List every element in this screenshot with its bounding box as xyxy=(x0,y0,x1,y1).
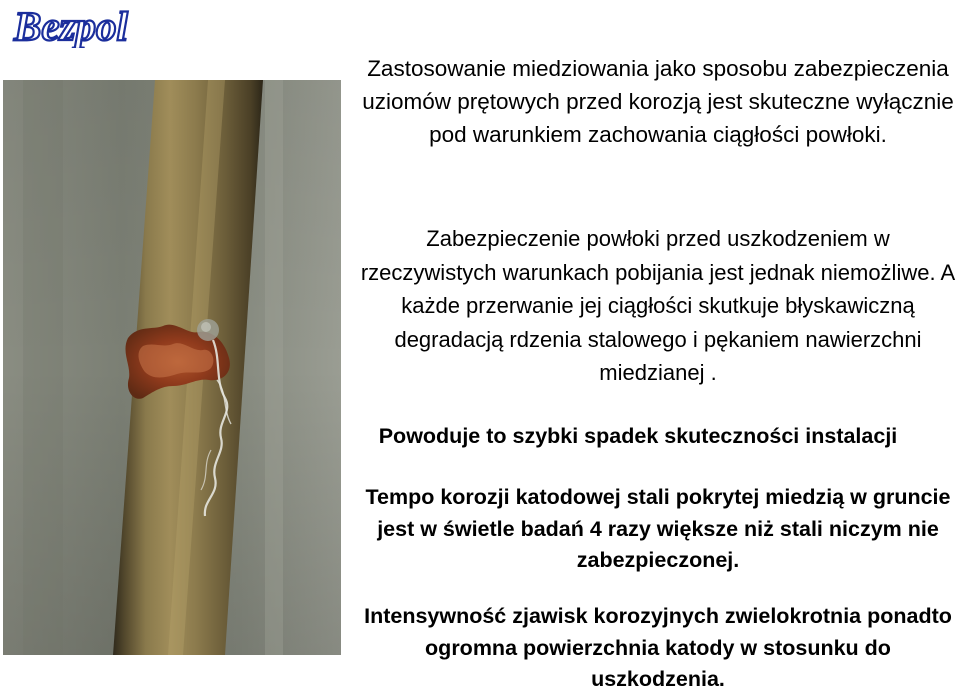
bezpol-logo xyxy=(12,4,162,48)
paragraph-copper-coating-effectiveness: Zastosowanie miedziowania jako sposobu zabezpieczenia uziomów prętowych przed korozją jest skuteczne wyłącznie pod warunkiem zachowania ciągłości powłoki. xyxy=(362,56,954,147)
paragraph-cathodic-corrosion-rate: Tempo korozji katodowej stali pokrytej miedzią w gruncie jest w świetle badań 4 razy większe niż stali niczym nie zabezpieczonej. xyxy=(365,485,951,572)
paragraph-coating-damage: Zabezpieczenie powłoki przed uszkodzeniem w rzeczywistych warunkach pobijania jest jednak niemożliwe. A każde przerwanie jej ciągłości skutkuje błyskawiczną degradacją rdzenia stalowego i pękaniem nawierzchni miedzianej . xyxy=(360,226,956,385)
paragraph-cathode-surface: Intensywność zjawisk korozyjnych zwielokrotnia ponadto ogromna powierzchnia katody w stosunku do uszkodzenia. xyxy=(364,604,952,691)
paragraph-efficiency-drop: Powoduje to szybki spadek skuteczności instalacji xyxy=(378,424,898,448)
logo-text: Bezpol xyxy=(14,4,128,48)
corroded-copper-rod-photo xyxy=(3,80,341,655)
